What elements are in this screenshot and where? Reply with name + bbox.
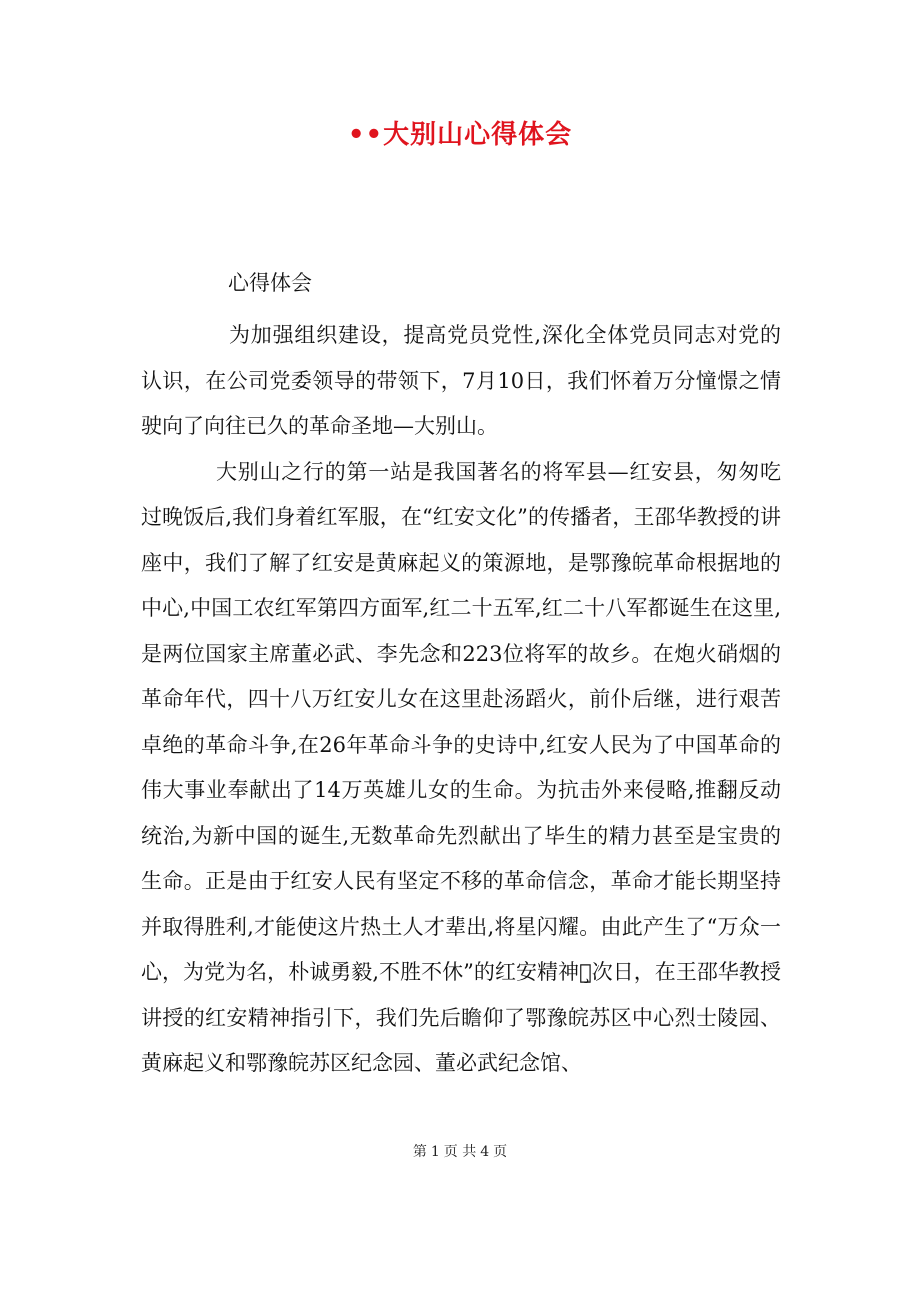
paragraph-hongan: 大别山之行的第一站是我国著名的将军县—红安县，匆匆吃过晚饭后,我们身着红军服，在“红安文化”的传播者，王邵华教授的讲座中，我们了解了红安是黄麻起义的策源地，是鄂豫皖革命根据地的中心,中国工农红军第四方面军,红二十五军,红二十八军都诞生在这里,是两位国家主席董必武、李先念和223位将军的故乡。在炮火硝烟的革命年代，四十八万红安儿女在这里赴汤蹈火，前仆后继，进行艰苦卓绝的革命斗争,在26年革命斗争的史诗中,红安人民为了中国革命的伟大事业奉献出了14万英雄儿女的生命。为抗击外来侵略,推翻反动统治,为新中国的诞生,无数革命先烈献出了毕生的精力甚至是宝贵的生命。正是由于红安人民有坚定不移的革命信念，革命才能长期坚持并取得胜利,才能使这片热土人才辈出,将星闪耀。由此产生了“万众一心，为党为名，朴诚勇毅,不胜不休”的红安精神。̧次日，在王邵华教授讲授的红安精神指引下，我们先后瞻仰了鄂豫皖苏区中心烈士陵园、黄麻起义和鄂豫皖苏区纪念园、董必武纪念馆、 [141,459,781,1075]
footer-prefix: 第 [412,1144,427,1160]
section-subheading: 心得体会 [228,271,312,295]
page-total: 4 [480,1144,490,1160]
document-title: ••大别山心得体会 [347,120,573,150]
page-number: 1 [430,1144,440,1160]
paragraph-intro: 为加强组织建设，提高党员党性,深化全体党员同志对党的认识，在公司党委领导的带领下，7月10日，我们怀着万分憧憬之情驶向了向往已久的革命圣地—大别山。 [141,323,781,438]
page-footer [0,1142,920,1162]
document-body [141,313,781,1087]
footer-middle: 页 共 [443,1144,477,1160]
footer-suffix: 页 [493,1144,508,1160]
